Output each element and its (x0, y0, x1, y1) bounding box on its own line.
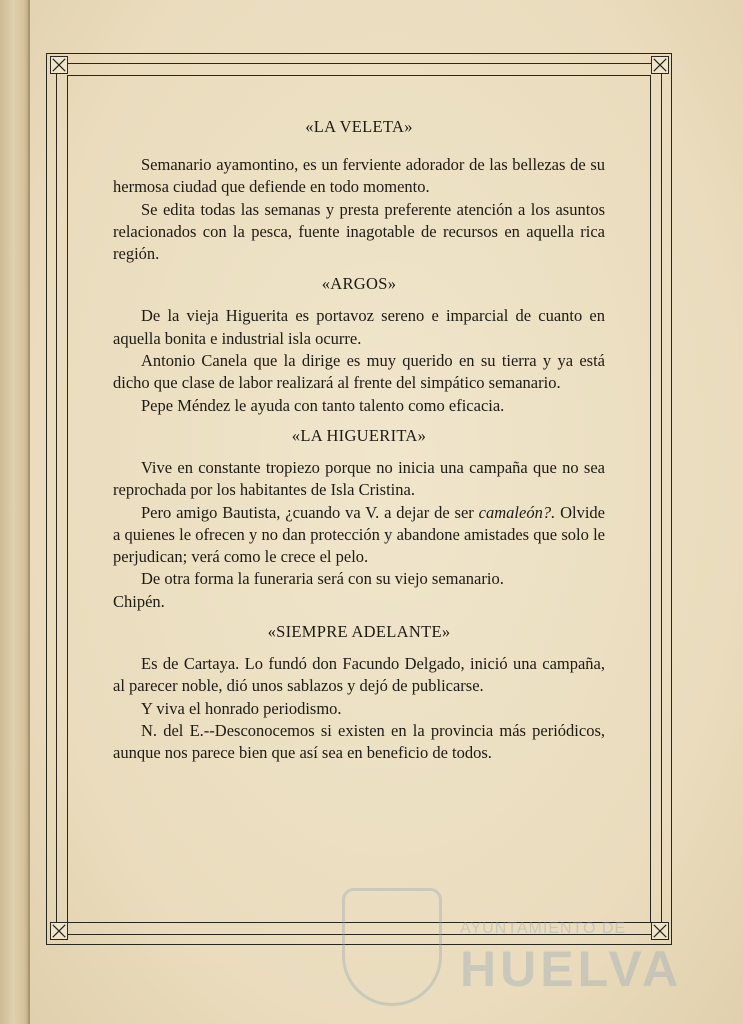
corner-ornament-icon (50, 922, 68, 940)
paragraph: De otra forma la funeraria será con su viejo semanario. (141, 569, 504, 589)
italic-word: camaleón?. (478, 502, 556, 522)
section-title: «ARGOS» (321, 274, 397, 294)
watermark-text: HUELVA (460, 941, 683, 997)
paragraph: De la vieja Higuerita es portavoz sereno e imparcial de cuanto en aquella bonita e industrial isla ocurre. (113, 306, 605, 348)
paragraph: Semanario ayamontino, es un ferviente adorador de las bellezas de su hermosa ciudad que defiende en todo momento. (113, 155, 605, 197)
paragraph: Pepe Méndez le ayuda con tanto talento como eficacia. (141, 395, 505, 415)
paragraph: N. del E.--Desconocemos si existen en la provincia más periódicos, aunque nos parece bien que así sea en beneficio de todos. (113, 720, 605, 763)
watermark-subtext: AYUNTAMIENTO DE (460, 920, 627, 937)
book-spine (0, 0, 30, 1024)
paragraph: Es de Cartaya. Lo fundó don Facundo Delgado, inició una campaña, al parecer noble, dió unos sablazos y dejó de publicarse. (113, 654, 605, 696)
section-title: «SIEMPRE ADELANTE» (267, 622, 451, 642)
corner-ornament-icon (651, 56, 669, 74)
article-body (113, 116, 605, 765)
corner-ornament-icon (50, 56, 68, 74)
paragraph: Se edita todas las semanas y presta preferente atención a los asuntos relacionados con la pesca, fuente inagotable de recursos en aquella rica región. (113, 199, 605, 264)
paragraph (113, 502, 605, 569)
coat-of-arms-icon (342, 888, 442, 1006)
library-watermark (330, 880, 683, 1020)
section-title: «LA HIGUERITA» (291, 425, 427, 445)
section-title: «LA VELETA» (305, 117, 413, 136)
paragraph-text: Olvide a quienes le ofrecen y no dan protección y abandone amistades que solo le perjudican; verá como le crece el pelo. (113, 502, 605, 567)
paragraph: Vive en constante tropiezo porque no inicia una campaña que no sea reprochada por los habitantes de Isla Cristina. (113, 457, 605, 500)
paragraph-text: Pero amigo Bautista, ¿cuando va V. a dejar de ser (141, 502, 474, 522)
signature: Chipén. (113, 591, 165, 611)
paragraph: Y viva el honrado periodismo. (141, 698, 342, 718)
paragraph: Antonio Canela que la dirige es muy querido en su tierra y ya está dicho que clase de labor realizará al frente del simpático semanario. (113, 351, 605, 393)
